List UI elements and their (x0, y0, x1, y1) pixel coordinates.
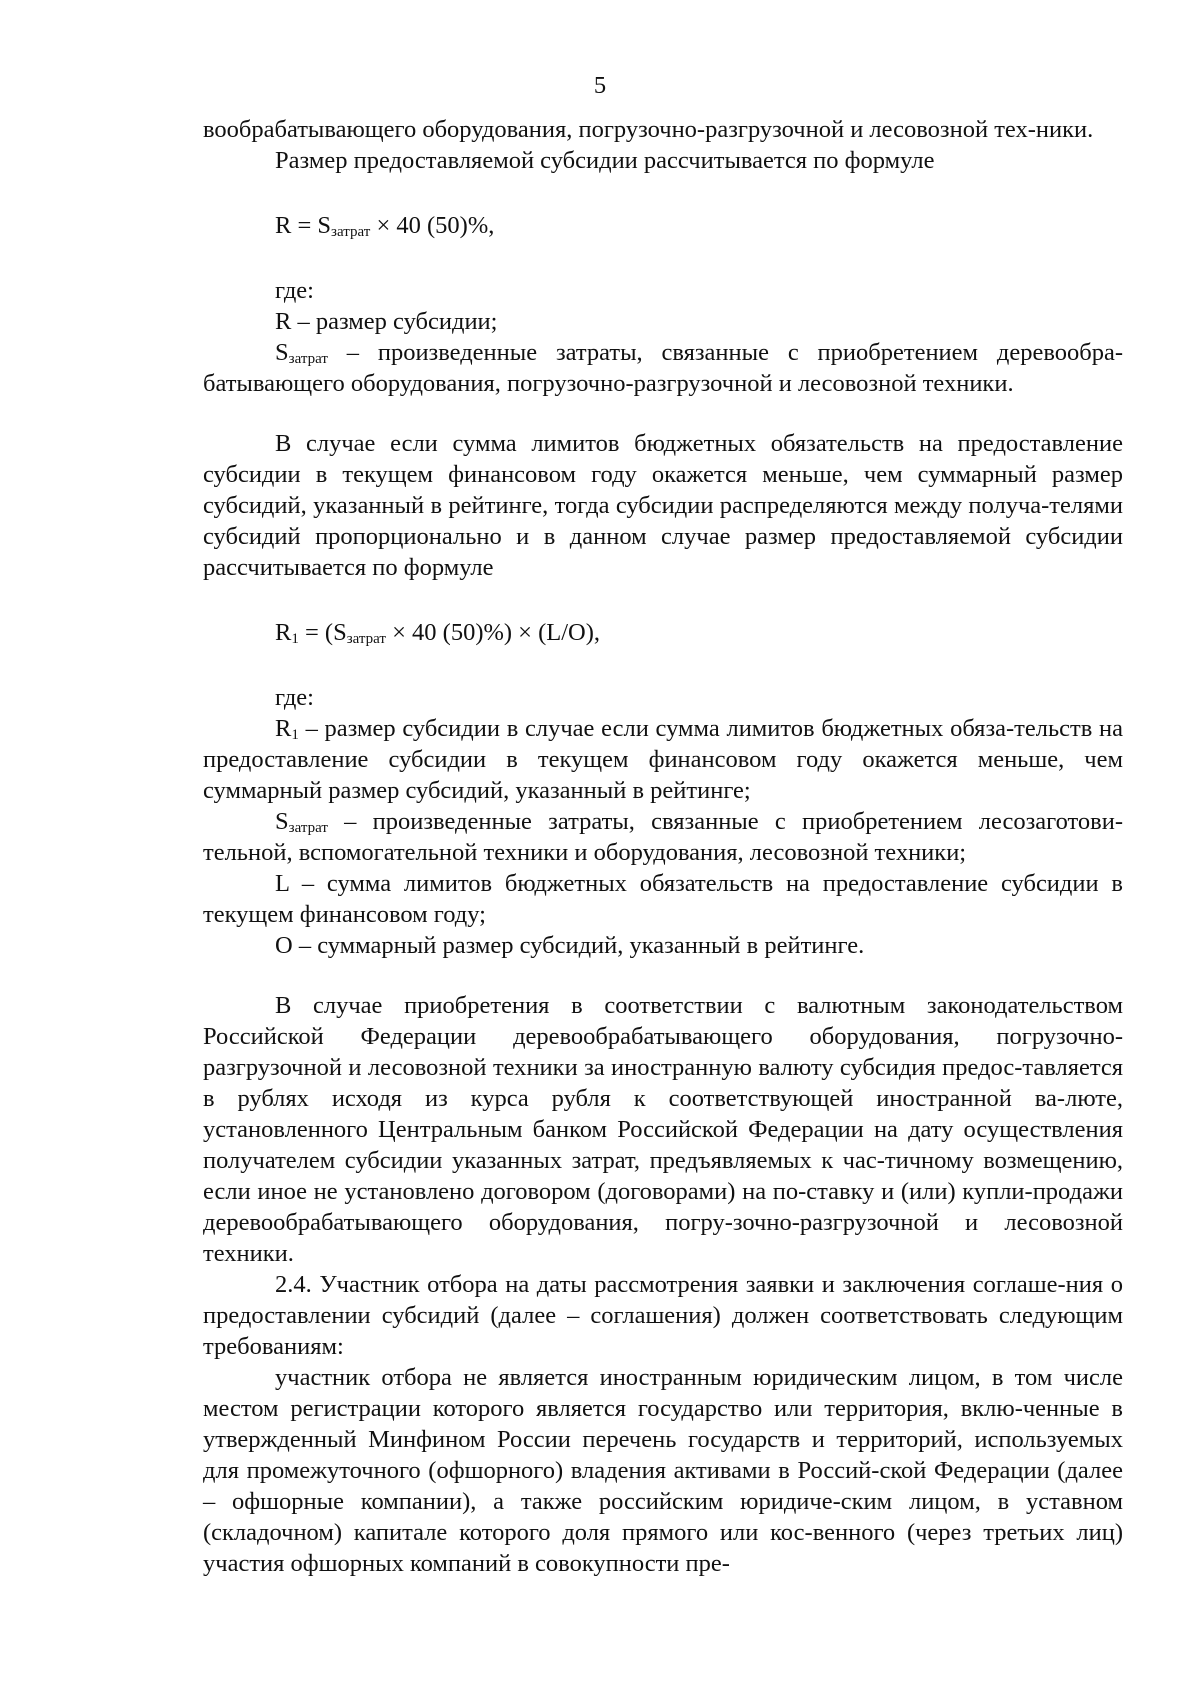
definition-s-costs: $S_{затрат}$ – произведенные затраты, связанные с приобретением деревообра-батывающего оборудования, погрузочно-разгрузочной и лесовозной техники. (203, 339, 1123, 397)
definition-s-costs-2: $S_{затрат}$ – произведенные затраты, связанные с приобретением лесозаготови-тельной, вспомогательной техники и оборудования, лесовозной техники; (203, 808, 1123, 866)
paragraph-currency: В случае приобретения в соответствии с валютным законодательством Российской Федерации деревообрабатывающего оборудования, погрузочно-разгрузочной и лесовозной техники за иностранную валюту субсидия предос-тавляется в рублях исходя из курса рубля к соответствующей иностранной ва-люте, установленного Центральным банком Российской Федерации на дату осуществления получателем субсидии указанных затрат, предъявляемых к час-тичному возмещению, если иное не установлено договором (договорами) на по-ставку и (или) купли-продажи деревообрабатывающего оборудования, погру-зочно-разгрузочной и лесовозной техники. (203, 992, 1123, 1267)
document-body (203, 114, 1123, 1579)
definition-r: R – размер субсидии; (275, 308, 498, 335)
definition-o: O – суммарный размер субсидий, указанный в рейтинге. (275, 932, 865, 959)
paragraph-continuation: вообрабатывающего оборудования, погрузочно-разгрузочной и лесовозной тех-ники. (203, 116, 1094, 143)
paragraph-where: где: (275, 277, 314, 304)
paragraph-2-4: 2.4. Участник отбора на даты рассмотрения заявки и заключения соглаше-ния о предоставлении субсидий (далее – соглашения) должен соответствовать следующим требованиям: (203, 1271, 1123, 1360)
formula-subsidy-proportional: $R_1 = (S_{затрат} \times 40$ (50)%) × (L/O), (275, 619, 601, 647)
paragraph-requirement-offshore: участник отбора не является иностранным юридическим лицом, в том числе местом регистрации которого является государство или территория, вклю-ченные в утвержденный Минфином России перечень государств и территорий, используемых для промежуточного (офшорного) владения активами в Россий-ской Федерации (далее – офшорные компании), а также российским юридиче-ским лицом, в уставном (складочном) капитале которого доля прямого или кос-венного (через третьих лиц) участия офшорных компаний в совокупности пре- (203, 1364, 1123, 1577)
paragraph-limits: В случае если сумма лимитов бюджетных обязательств на предоставление субсидии в текущем финансовом году окажется меньше, чем суммарный размер субсидий, указанный в рейтинге, тогда субсидии распределяются между получа-телями субсидий пропорционально и в данном случае размер предоставляемой субсидии рассчитывается по формуле (203, 430, 1123, 581)
page-number: 5 (593, 72, 607, 99)
formula-subsidy: $R = S_{затрат} \times 40$ (50)%, (275, 212, 495, 240)
paragraph-formula-intro: Размер предоставляемой субсидии рассчитывается по формуле (275, 147, 935, 174)
definition-r1: $R_1$ – размер субсидии в случае если сумма лимитов бюджетных обяза-тельств на предоставление субсидии в текущем финансовом году окажется меньше, чем суммарный размер субсидий, указанный в рейтинге; (203, 715, 1123, 804)
definition-l: L – сумма лимитов бюджетных обязательств на предоставление субсидии в текущем финансовом году; (203, 870, 1123, 928)
paragraph-where-2: где: (275, 684, 314, 711)
